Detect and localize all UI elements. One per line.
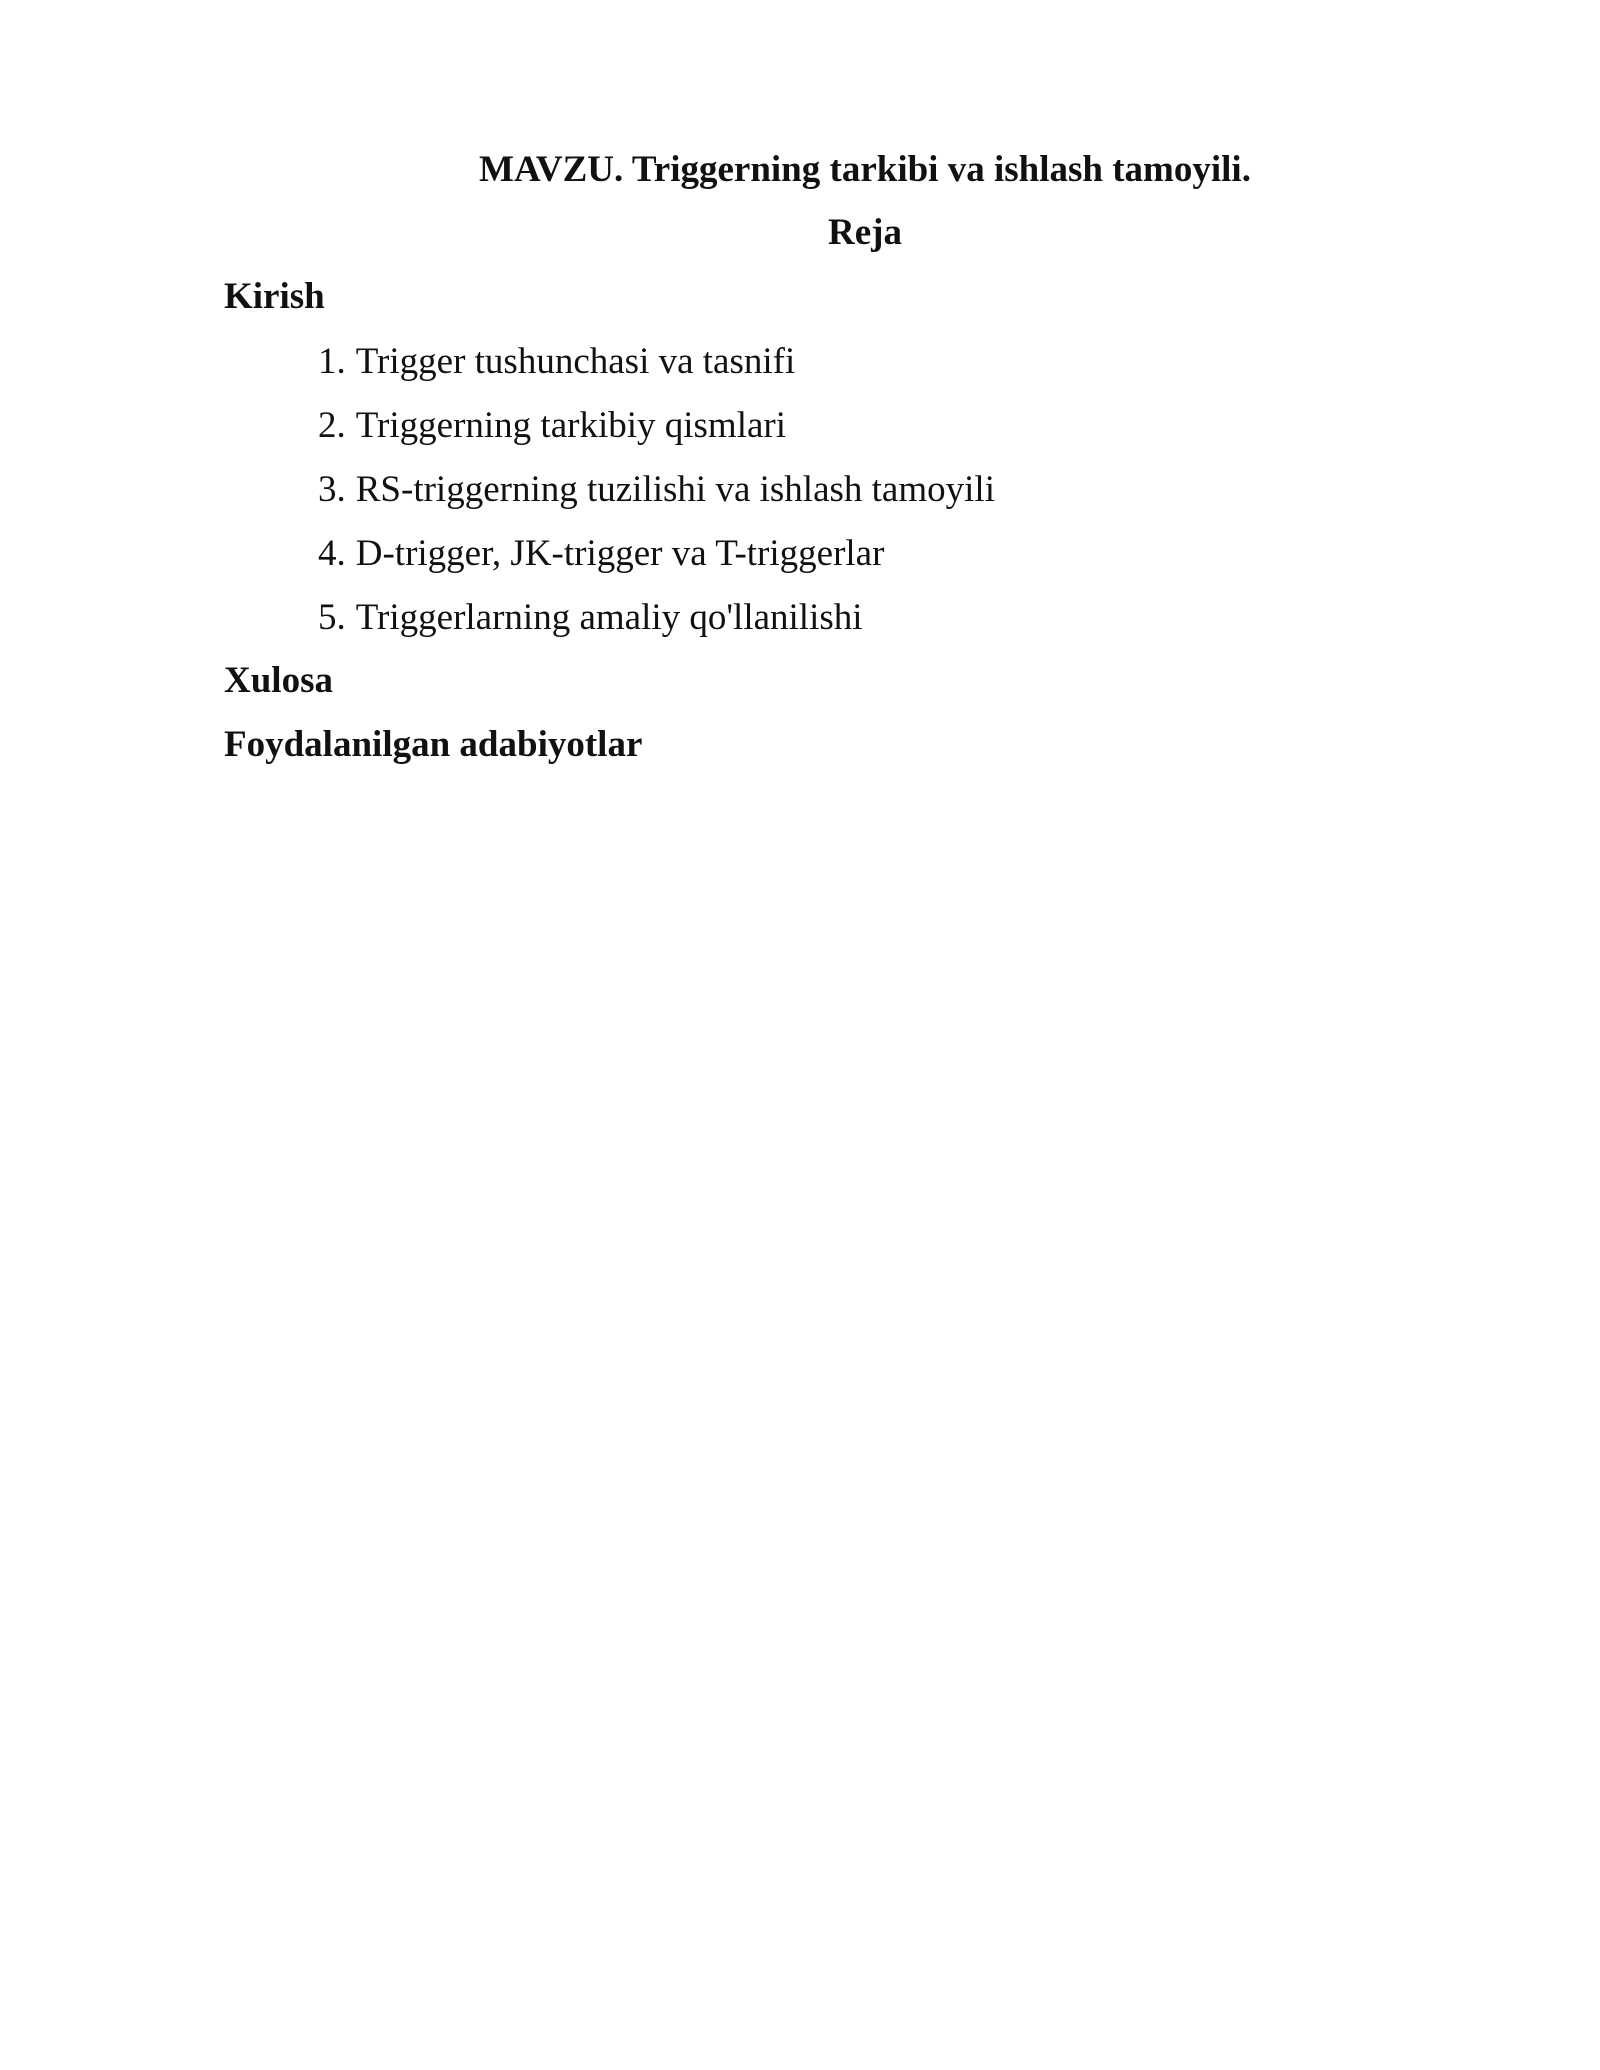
plan-item-text: Triggerning tarkibiy qismlari	[355, 405, 787, 446]
plan-list	[318, 340, 995, 660]
section-conclusion: Xulosa	[224, 660, 333, 701]
section-references: Foydalanilgan adabiyotlar	[224, 724, 643, 765]
plan-item-text: RS-triggerning tuzilishi va ishlash tamoyili	[355, 469, 995, 510]
plan-item	[318, 404, 995, 468]
plan-item-number: 2.	[318, 405, 346, 446]
document-title: MAVZU. Triggerning tarkibi va ishlash tamoyili.	[479, 149, 1251, 190]
plan-item	[318, 340, 995, 404]
plan-item-number: 3.	[318, 469, 346, 510]
plan-item-number: 4.	[318, 533, 346, 574]
section-intro: Kirish	[224, 276, 325, 317]
plan-item	[318, 532, 995, 596]
plan-item	[318, 468, 995, 532]
plan-item-number: 5.	[318, 597, 346, 638]
plan-heading: Reja	[828, 212, 902, 253]
plan-item	[318, 596, 995, 660]
plan-item-text: Triggerlarning amaliy qo'llanilishi	[355, 597, 863, 638]
plan-item-text: Trigger tushunchasi va tasnifi	[355, 341, 796, 382]
plan-item-number: 1.	[318, 341, 346, 382]
plan-item-text: D-trigger, JK-trigger va T-triggerlar	[355, 533, 885, 574]
